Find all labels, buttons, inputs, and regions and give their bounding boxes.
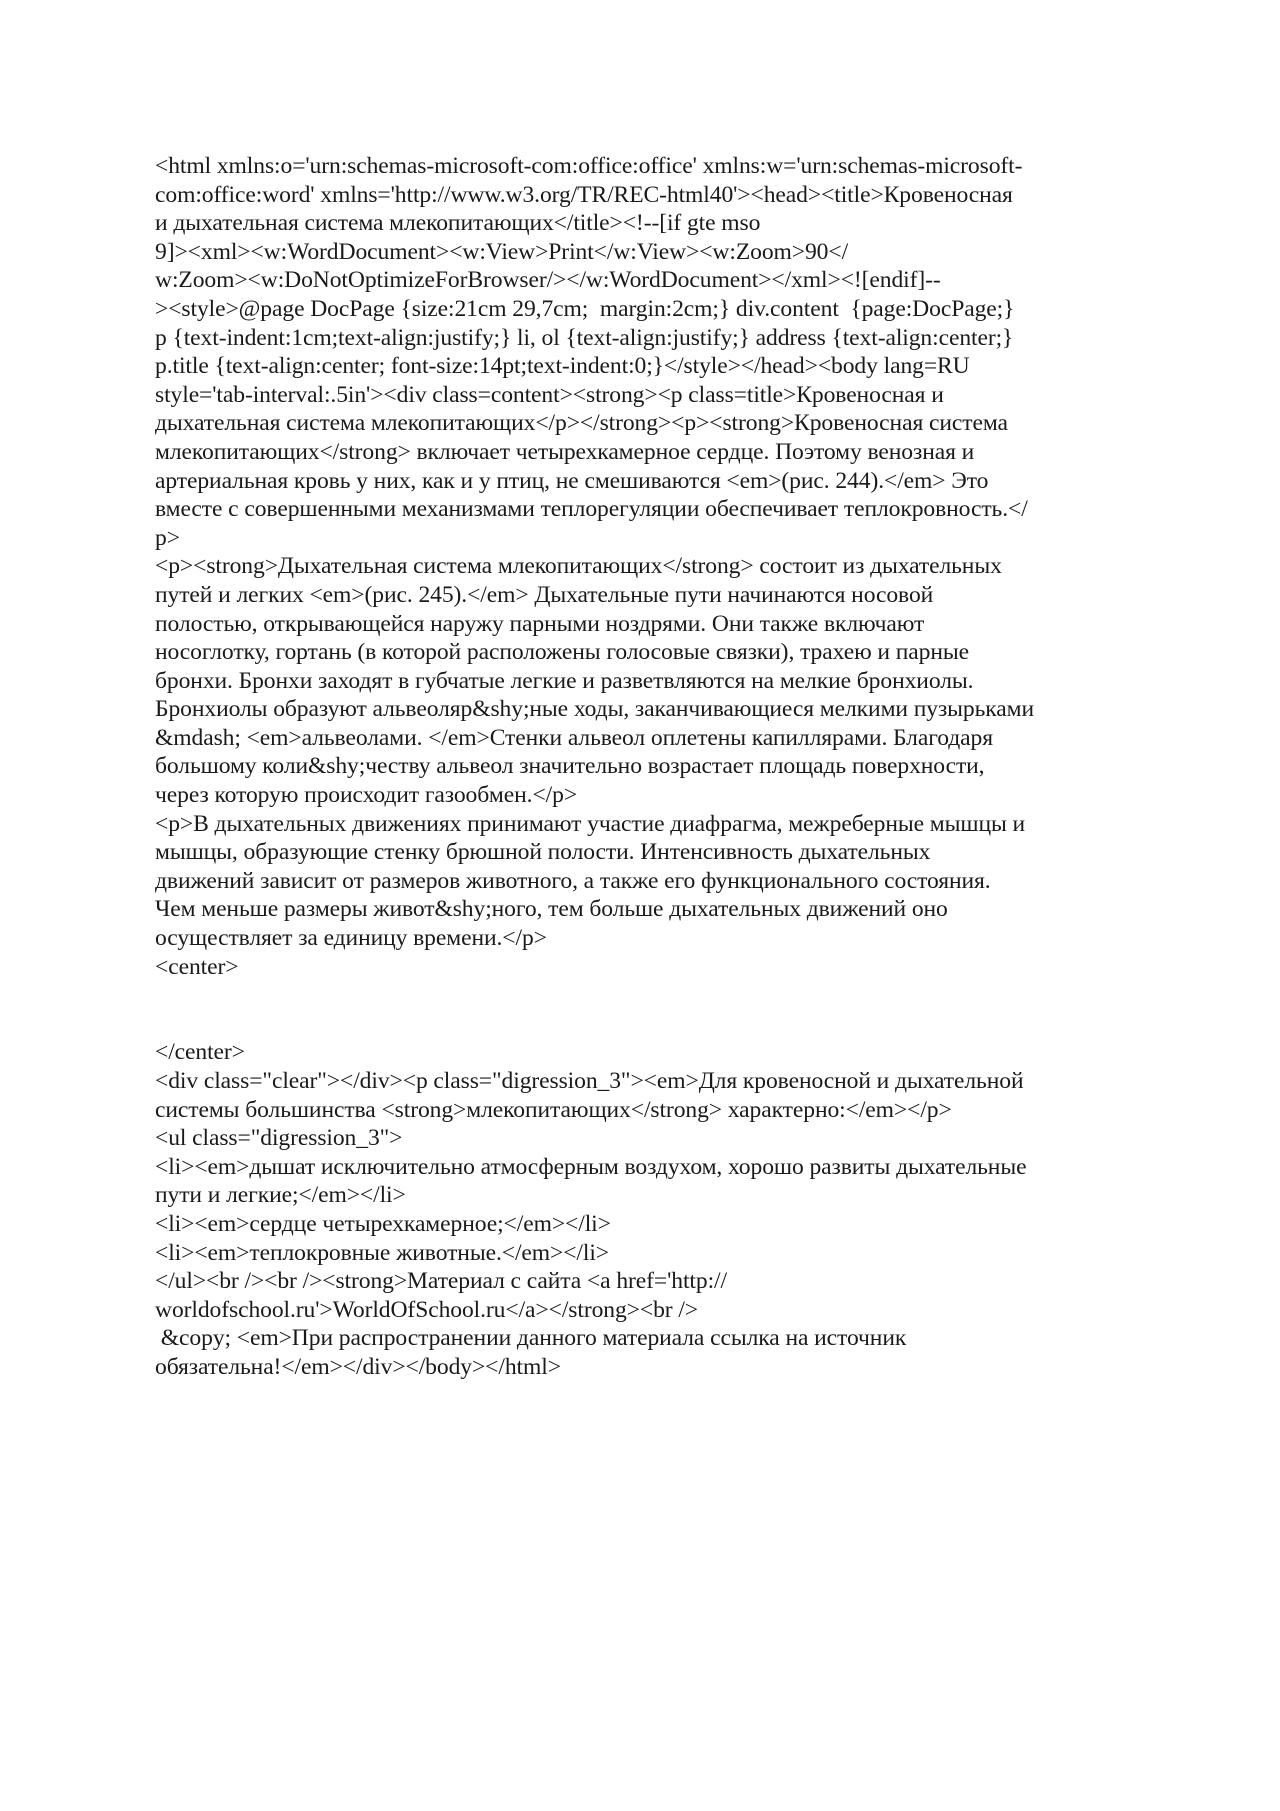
- text-line: бронхи. Бронхи заходят в губчатые легкие и разветвляются на мелкие бронхиолы.: [155, 667, 974, 694]
- text-line: </center>: [155, 1039, 245, 1066]
- text-line: <li><em>сердце четырехкамерное;</em></li>: [155, 1210, 611, 1237]
- text-line: системы большинства <strong>млекопитающих</strong> характерно:</em></p>: [155, 1096, 952, 1123]
- text-line: мышцы, образующие стенку брюшной полости. Интенсивность дыхательных: [155, 839, 931, 866]
- text-line: Чем меньше размеры живот&shy;ного, тем больше дыхательных движений оно: [155, 896, 948, 923]
- text-line: p.title {text-align:center; font-size:14pt;text-indent:0;}</style></head><body lang=RU: [155, 353, 970, 380]
- text-line: <li><em>дышат исключительно атмосферным воздухом, хорошо развиты дыхательные: [155, 1153, 1027, 1180]
- text-line: пути и легкие;</em></li>: [155, 1182, 406, 1209]
- text-line: </ul><br /><br /><strong>Материал с сайта <a href='http://: [155, 1268, 727, 1295]
- text-line: ><style>@page DocPage {size:21cm 29,7cm; margin:2cm;} div.content {page:DocPage;}: [155, 295, 1015, 322]
- text-line: com:office:word' xmlns='http://www.w3.org/TR/REC-html40'><head><title>Кровеносная: [155, 181, 1013, 208]
- text-line: большому коли&shy;честву альвеол значительно возрастает площадь поверхности,: [155, 753, 985, 780]
- text-line: через которую происходит газообмен.</p>: [155, 782, 578, 809]
- text-line: Бронхиолы образуют альвеоляр&shy;ные ходы, заканчивающиеся мелкими пузырьками: [155, 696, 1035, 723]
- text-line: вместе с совершенными механизмами теплорегуляции обеспечивает теплокровность.</: [155, 496, 1028, 523]
- text-line: <html xmlns:o='urn:schemas-microsoft-com:office:office' xmlns:w='urn:schemas-microsoft-: [155, 153, 1023, 179]
- text-line: дыхательная система млекопитающих</p></strong><p><strong>Кровеносная система: [155, 410, 1008, 437]
- text-line: <li><em>теплокровные животные.</em></li>: [155, 1239, 610, 1266]
- text-line: &copy; <em>При распространении данного материала ссылка на источник: [155, 1325, 907, 1352]
- text-line: <div class="clear"></div><p class="digression_3"><em>Для кровеносной и дыхательной: [155, 1068, 1024, 1094]
- text-line: w:Zoom><w:DoNotOptimizeForBrowser/></w:WordDocument></xml><![endif]--: [155, 267, 941, 294]
- text-line: <ul class="digression_3">: [155, 1125, 403, 1152]
- text-line: обязательна!</em></div></body></html>: [155, 1353, 561, 1380]
- text-line: носоглотку, гортань (в которой расположены голосовые связки), трахею и парные: [155, 639, 969, 666]
- text-line: [155, 981, 1130, 1010]
- text-line: worldofschool.ru'>WorldOfSchool.ru</a></strong><br />: [155, 1296, 698, 1323]
- text-line: style='tab-interval:.5in'><div class=content><strong><p class=title>Кровеносная и: [155, 381, 944, 408]
- text-line: путей и легких <em>(рис. 245).</em> Дыхательные пути начинаются носовой: [155, 581, 934, 608]
- text-line: артериальная кровь у них, как и у птиц, не смешиваются <em>(рис. 244).</em> Это: [155, 467, 989, 494]
- text-line: осуществляет за единицу времени.</p>: [155, 925, 547, 952]
- text-line: полостью, открывающейся наружу парными ноздрями. Они также включают: [155, 610, 925, 637]
- text-line: движений зависит от размеров животного, а также его функционального состояния.: [155, 867, 991, 894]
- text-line: p>: [155, 524, 180, 551]
- text-line: <p><strong>Дыхательная система млекопитающих</strong> состоит из дыхательных: [155, 553, 1002, 580]
- text-line: p {text-indent:1cm;text-align:justify;} li, ol {text-align:justify;} address {text-align:center;}: [155, 324, 1014, 351]
- document-text: [155, 152, 1130, 1382]
- text-line: <p>В дыхательных движениях принимают участие диафрагма, межреберные мышцы и: [155, 810, 1026, 837]
- text-line: 9]><xml><w:WordDocument><w:View>Print</w:View><w:Zoom>90</: [155, 238, 849, 265]
- text-line: &mdash; <em>альвеолами. </em>Стенки альвеол оплетены капиллярами. Благодаря: [155, 724, 993, 751]
- text-line: <center>: [155, 953, 239, 980]
- text-line: [155, 1010, 1130, 1039]
- text-line: и дыхательная система млекопитающих</title><!--[if gte mso: [155, 210, 761, 237]
- text-line: млекопитающих</strong> включает четырехкамерное сердце. Поэтому венозная и: [155, 438, 975, 465]
